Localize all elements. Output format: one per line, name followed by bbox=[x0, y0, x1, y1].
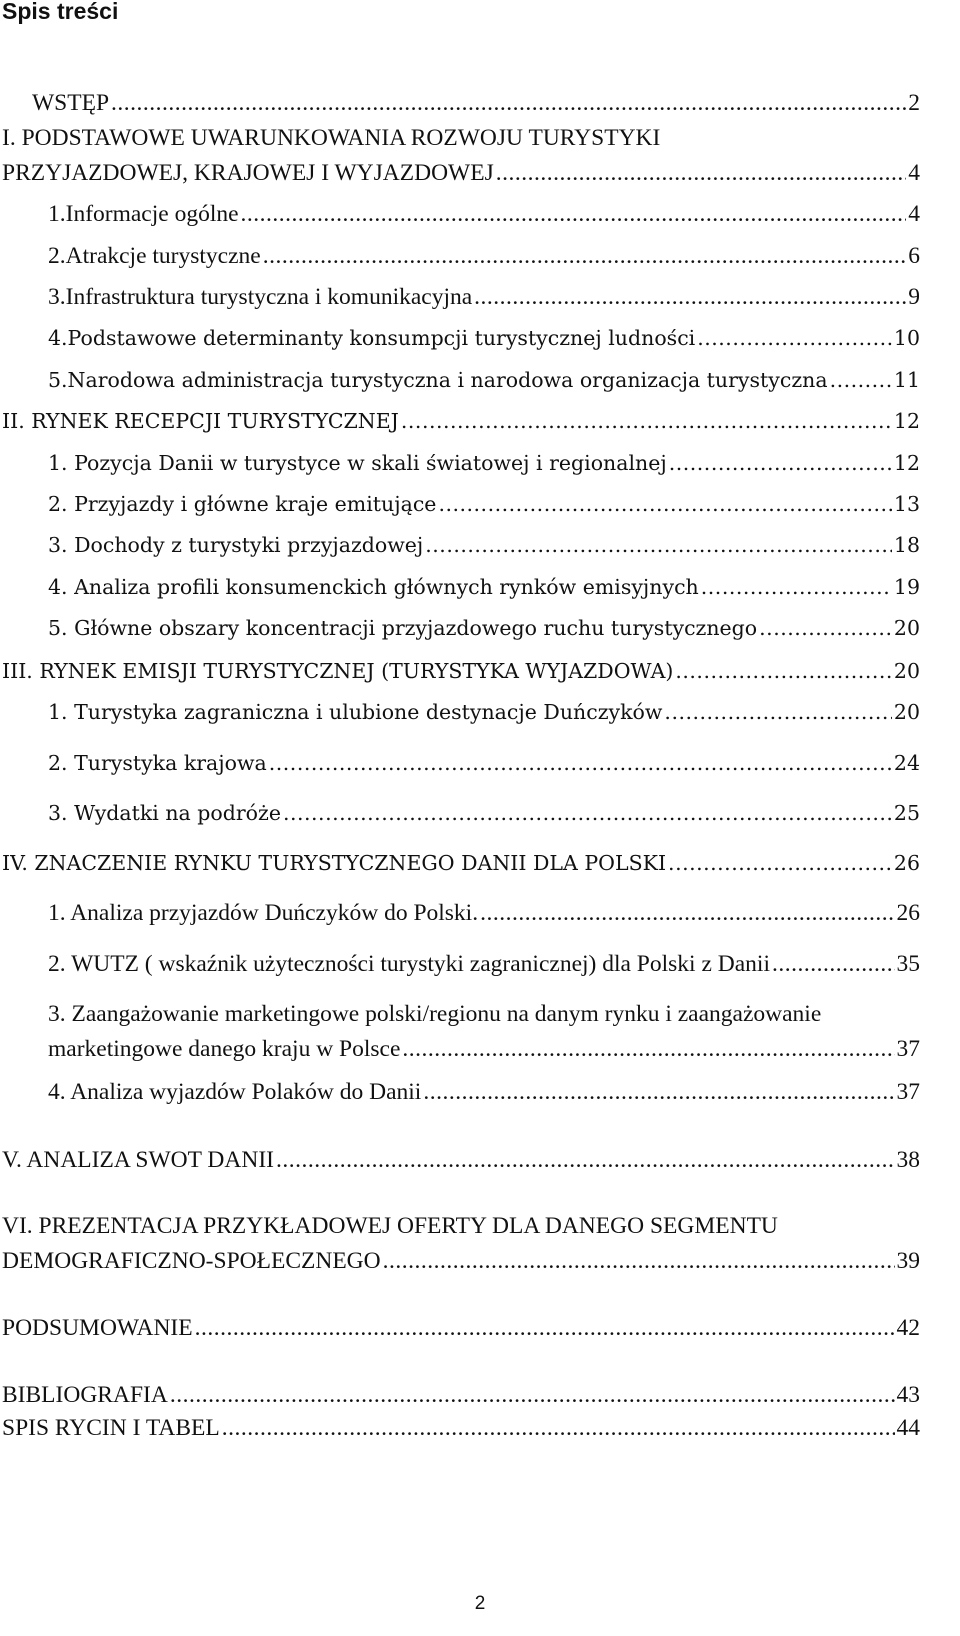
toc-entry-page: 12 bbox=[893, 451, 920, 475]
toc-entry-chapter-1-line-1[interactable]: I. PODSTAWOWE UWARUNKOWANIA ROZWOJU TURYSTYKI bbox=[2, 125, 661, 151]
toc-entry-label: 4. Analiza wyjazdów Polaków do Danii bbox=[48, 1079, 422, 1105]
toc-entry-4-3-line-1[interactable]: 3. Zaangażowanie marketingowe polski/regionu na danym rynku i zaangażowanie bbox=[48, 1001, 822, 1027]
toc-entry-label: 4.Podstawowe determinanty konsumpcji turystycznej ludności bbox=[48, 326, 696, 350]
toc-entry-label: 3. Wydatki na podróże bbox=[48, 801, 281, 825]
toc-entry-page: 13 bbox=[893, 492, 920, 516]
toc-entry-label: WSTĘP bbox=[32, 90, 110, 116]
toc-entry-figures-tables[interactable] bbox=[2, 1410, 920, 1446]
toc-entry-page: 25 bbox=[893, 801, 920, 825]
toc-entry-label: DEMOGRAFICZNO-SPOŁECZNEGO bbox=[2, 1248, 381, 1274]
toc-entry-4-1[interactable] bbox=[48, 895, 920, 931]
toc-leader-dots bbox=[697, 320, 892, 356]
toc-entry-label: 2. Przyjazdy i główne kraje emitujące bbox=[48, 492, 437, 516]
toc-entry-page: 20 bbox=[893, 616, 920, 640]
toc-entry-3-2[interactable] bbox=[48, 745, 920, 781]
toc-entry-page: 37 bbox=[896, 1036, 920, 1062]
toc-entry-page: 42 bbox=[896, 1315, 920, 1341]
toc-entry-page: 24 bbox=[893, 751, 920, 775]
toc-entry-page: 35 bbox=[896, 951, 920, 977]
toc-entry-page: 39 bbox=[896, 1248, 920, 1274]
toc-leader-dots bbox=[675, 653, 892, 689]
toc-entry-label: 1. Turystyka zagraniczna i ulubione destynacje Duńczyków bbox=[48, 700, 663, 724]
toc-leader-dots bbox=[401, 403, 892, 439]
toc-leader-dots bbox=[701, 569, 892, 605]
toc-entry-label: PODSUMOWANIE bbox=[2, 1315, 193, 1341]
toc-entry-label: 3. Dochody z turystyki przyjazdowej bbox=[48, 533, 424, 557]
toc-entry-3-1[interactable] bbox=[48, 694, 920, 730]
toc-entry-label: 4. Analiza profili konsumenckich głównych rynków emisyjnych bbox=[48, 575, 699, 599]
toc-leader-dots bbox=[269, 745, 892, 781]
toc-leader-dots bbox=[222, 1410, 895, 1446]
toc-entry-chapter-1[interactable] bbox=[2, 155, 920, 191]
toc-entry-label: BIBLIOGRAFIA bbox=[2, 1382, 168, 1408]
toc-entry-label: V. ANALIZA SWOT DANII bbox=[2, 1147, 274, 1173]
toc-entry-page: 38 bbox=[896, 1147, 920, 1173]
toc-entry-page: 18 bbox=[893, 533, 920, 557]
toc-entry-page: 4 bbox=[908, 160, 920, 186]
toc-entry-page: 10 bbox=[893, 326, 920, 350]
toc-entry-label: 3.Infrastruktura turystyczna i komunikacyjna bbox=[48, 284, 473, 310]
toc-entry-label: 1. Analiza przyjazdów Duńczyków do Polski. bbox=[48, 900, 479, 926]
toc-entry-label: SPIS RYCIN I TABEL bbox=[2, 1415, 220, 1441]
toc-leader-dots bbox=[669, 445, 892, 481]
toc-entry-chapter-3[interactable] bbox=[2, 653, 920, 689]
toc-leader-dots bbox=[263, 238, 907, 274]
toc-leader-dots bbox=[496, 155, 907, 191]
toc-entry-chapter-4[interactable] bbox=[2, 845, 920, 881]
toc-entry-page: 9 bbox=[908, 284, 920, 310]
toc-entry-page: 43 bbox=[896, 1382, 920, 1408]
toc-entry-label: 5. Główne obszary koncentracji przyjazdowego ruchu turystycznego bbox=[48, 616, 758, 640]
toc-entry-summary[interactable] bbox=[2, 1310, 920, 1346]
toc-entry-2-4[interactable] bbox=[48, 569, 920, 605]
toc-entry-page: 26 bbox=[896, 900, 920, 926]
toc-entry-page: 4 bbox=[908, 201, 920, 227]
toc-leader-dots bbox=[283, 795, 892, 831]
toc-entry-3-3[interactable] bbox=[48, 795, 920, 831]
toc-leader-dots bbox=[480, 895, 894, 931]
toc-entry-2-2[interactable] bbox=[48, 486, 920, 522]
toc-entry-1-4[interactable] bbox=[48, 320, 920, 356]
toc-leader-dots bbox=[423, 1074, 894, 1110]
toc-entry-page: 12 bbox=[893, 409, 920, 433]
toc-entry-label: 1.Informacje ogólne bbox=[48, 201, 239, 227]
toc-entry-1-2[interactable] bbox=[48, 238, 920, 274]
toc-leader-dots bbox=[664, 694, 891, 730]
toc-leader-dots bbox=[383, 1243, 895, 1279]
toc-entry-page: 6 bbox=[908, 243, 920, 269]
toc-entry-intro[interactable] bbox=[32, 85, 920, 121]
toc-entry-label: marketingowe danego kraju w Polsce bbox=[48, 1036, 401, 1062]
toc-leader-dots bbox=[438, 486, 891, 522]
toc-entry-page: 44 bbox=[896, 1415, 920, 1441]
toc-leader-dots bbox=[195, 1310, 895, 1346]
toc-entry-page: 11 bbox=[893, 368, 920, 392]
toc-entry-4-4[interactable] bbox=[48, 1074, 920, 1110]
toc-entry-label: 5.Narodowa administracja turystyczna i narodowa organizacja turystyczna bbox=[48, 368, 828, 392]
toc-leader-dots bbox=[402, 1031, 894, 1067]
toc-entry-label: 2. Turystyka krajowa bbox=[48, 751, 267, 775]
toc-entry-page: 20 bbox=[893, 700, 920, 724]
toc-entry-label: PRZYJAZDOWEJ, KRAJOWEJ I WYJAZDOWEJ bbox=[2, 160, 494, 186]
toc-entry-chapter-5[interactable] bbox=[2, 1142, 920, 1178]
toc-entry-page: 20 bbox=[893, 659, 920, 683]
toc-entry-page: 26 bbox=[893, 851, 920, 875]
page-number: 2 bbox=[474, 1593, 486, 1614]
toc-leader-dots bbox=[111, 85, 906, 121]
toc-entry-4-3[interactable] bbox=[48, 1031, 920, 1067]
toc-entry-1-3[interactable] bbox=[48, 279, 920, 315]
toc-entry-bibliography[interactable] bbox=[2, 1377, 920, 1413]
toc-leader-dots bbox=[772, 946, 895, 982]
toc-entry-chapter-2[interactable] bbox=[2, 403, 920, 439]
toc-entry-2-3[interactable] bbox=[48, 527, 920, 563]
toc-leader-dots bbox=[668, 845, 892, 881]
toc-entry-label: III. RYNEK EMISJI TURYSTYCZNEJ (TURYSTYKA WYJAZDOWA) bbox=[2, 659, 674, 683]
toc-entry-1-5[interactable] bbox=[48, 362, 920, 398]
toc-leader-dots bbox=[474, 279, 906, 315]
toc-entry-page: 37 bbox=[896, 1079, 920, 1105]
toc-entry-chapter-6[interactable] bbox=[2, 1243, 920, 1279]
toc-leader-dots bbox=[276, 1142, 895, 1178]
toc-entry-label: 2.Atrakcje turystyczne bbox=[48, 243, 261, 269]
toc-entry-label: IV. ZNACZENIE RYNKU TURYSTYCZNEGO DANII DLA POLSKI bbox=[2, 851, 667, 875]
toc-entry-page: 2 bbox=[908, 90, 920, 116]
toc-entry-2-5[interactable] bbox=[48, 610, 920, 646]
toc-entry-2-1[interactable] bbox=[48, 445, 920, 481]
toc-leader-dots bbox=[830, 362, 892, 398]
toc-entry-label: 2. WUTZ ( wskaźnik użyteczności turystyki zagranicznej) dla Polski z Danii bbox=[48, 951, 770, 977]
toc-entry-label: 1. Pozycja Danii w turystyce w skali światowej i regionalnej bbox=[48, 451, 667, 475]
toc-leader-dots bbox=[759, 610, 892, 646]
toc-leader-dots bbox=[425, 527, 892, 563]
toc-leader-dots bbox=[241, 196, 907, 232]
page-title: Spis treści bbox=[2, 0, 119, 24]
toc-entry-4-2[interactable] bbox=[48, 946, 920, 982]
toc-entry-1-1[interactable] bbox=[48, 196, 920, 232]
toc-leader-dots bbox=[170, 1377, 895, 1413]
toc-entry-chapter-6-line-1[interactable]: VI. PREZENTACJA PRZYKŁADOWEJ OFERTY DLA DANEGO SEGMENTU bbox=[2, 1213, 778, 1239]
toc-entry-page: 19 bbox=[893, 575, 920, 599]
toc-entry-label: II. RYNEK RECEPCJI TURYSTYCZNEJ bbox=[2, 409, 399, 433]
